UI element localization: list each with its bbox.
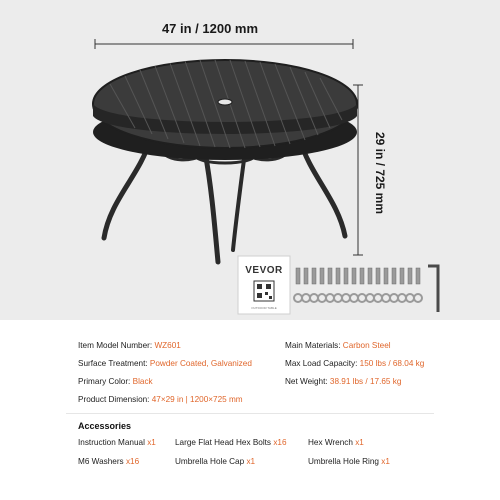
spec-color-label: Primary Color: [78, 377, 131, 386]
accessory-qty: x1 [355, 438, 364, 447]
spec-weight [285, 377, 401, 386]
spec-surface-value: Powder Coated, Galvanized [149, 359, 252, 368]
spec-color-value: Black [132, 377, 153, 386]
spec-model [78, 341, 181, 350]
spec-capacity-value: 150 lbs / 68.04 kg [359, 359, 425, 368]
hex-wrench-image [428, 266, 438, 312]
accessory-item [175, 457, 255, 466]
accessory-qty: x1 [147, 438, 156, 447]
accessory-item [175, 438, 287, 447]
spec-color [78, 377, 153, 386]
spec-dimension-label: Product Dimension: [78, 395, 150, 404]
spec-dimension-value: 47×29 in | 1200×725 mm [151, 395, 243, 404]
umbrella-hole [218, 99, 232, 105]
section-divider [66, 413, 434, 414]
accessory-item [78, 457, 139, 466]
accessory-name: Hex Wrench [308, 438, 353, 447]
height-dimension-label: 29 in / 725 mm [373, 131, 387, 215]
bolts-image [296, 268, 420, 284]
washers-image [294, 294, 422, 302]
accessory-qty: x1 [246, 457, 256, 466]
accessory-qty: x16 [125, 457, 140, 466]
accessory-name: Instruction Manual [78, 438, 145, 447]
accessory-name: Umbrella Hole Cap [175, 457, 245, 466]
accessory-name: Umbrella Hole Ring [308, 457, 379, 466]
spec-surface-label: Surface Treatment: [78, 359, 148, 368]
spec-materials [285, 341, 391, 350]
accessory-name: M6 Washers [78, 457, 124, 466]
accessory-item [78, 438, 156, 447]
spec-model-label: Item Model Number: [78, 341, 153, 350]
spec-materials-label: Main Materials: [285, 341, 341, 350]
accessory-qty: x16 [273, 438, 287, 447]
spec-weight-value: 38.91 lbs / 17.65 kg [329, 377, 402, 386]
accessory-item [308, 438, 364, 447]
accessory-qty: x1 [381, 457, 390, 466]
width-dimension-line [95, 39, 353, 49]
spec-dimension [78, 395, 243, 404]
spec-model-value: WZ601 [154, 341, 181, 350]
spec-weight-label: Net Weight: [285, 377, 328, 386]
spec-capacity-label: Max Load Capacity: [285, 359, 358, 368]
manual-brand-logo: VEVOR [245, 265, 283, 276]
spec-surface [78, 359, 252, 368]
accessory-item [308, 457, 390, 466]
manual-subtitle: OUTDOOR TABLE [251, 306, 277, 310]
table-top [93, 60, 357, 160]
accessories-title: Accessories [78, 421, 132, 431]
accessory-name: Large Flat Head Hex Bolts [175, 438, 272, 447]
width-dimension-label: 47 in / 1200 mm [161, 21, 259, 36]
spec-capacity [285, 359, 424, 368]
spec-materials-value: Carbon Steel [342, 341, 391, 350]
